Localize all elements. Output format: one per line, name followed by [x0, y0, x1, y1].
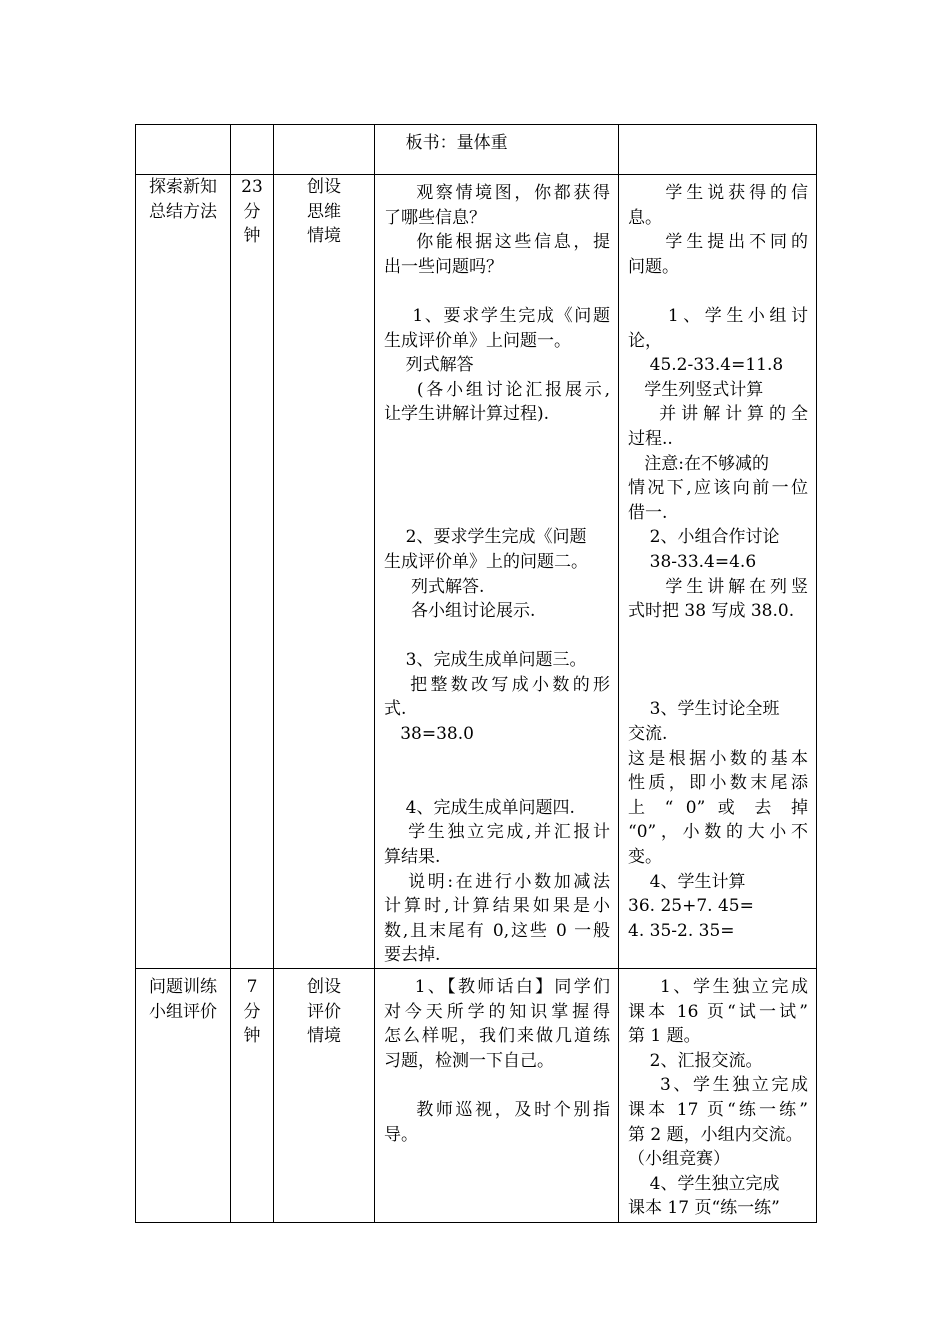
text-line: [628, 648, 808, 673]
stage-label: 总结方法: [149, 201, 217, 222]
text-line: 要去掉.: [384, 945, 441, 966]
text-line: [384, 747, 610, 772]
text-line: 式时把 38 写成 38.0.: [628, 601, 795, 622]
text-line: 生成评价单》上的问题二。: [384, 551, 588, 572]
text-line: 38=38.0: [384, 724, 474, 745]
stage-cell: [136, 175, 231, 969]
table-row: [136, 175, 817, 969]
text-line: 学生提出不同的: [628, 232, 808, 253]
text-line: 性质，即小数末尾添: [628, 773, 808, 794]
text-line: [384, 279, 610, 304]
text-line: 生成评价单》上问题一。: [384, 330, 571, 351]
time-label: 钟: [243, 1026, 261, 1047]
stage-label: 问题训练: [149, 977, 217, 997]
table-row: [136, 125, 817, 175]
text-line: 学生说获得的信: [628, 183, 808, 203]
text-line: 板书：量体重: [384, 133, 508, 153]
text-line: 1、【教师话白】同学们: [384, 977, 610, 997]
text-line: 出一些问题吗？: [384, 256, 503, 277]
text-line: 数,且末尾有 0,这些 0 一般: [384, 920, 610, 941]
stage-label: 小组评价: [149, 1001, 217, 1022]
text-line: 课本 17 页“练一练”: [628, 1099, 808, 1120]
text-line: [384, 452, 610, 477]
text-line: 列式解答.: [384, 576, 485, 597]
cell-content: [619, 175, 816, 943]
text-line: 上 “ 0” 或 去 掉: [628, 797, 808, 818]
text-line: 论，: [628, 330, 662, 351]
text-line: 3、学生独立完成: [628, 1075, 808, 1096]
text-line: 交流.: [628, 724, 668, 745]
text-line: 第 2 题，小组内交流。: [628, 1124, 803, 1145]
text-line: 各小组讨论展示.: [384, 601, 536, 622]
cell-content: [375, 969, 618, 1147]
method-cell: [274, 969, 375, 1223]
text-line: 并讲解计算的全: [628, 404, 808, 425]
text-line: 4、学生独立完成: [628, 1173, 780, 1194]
text-line: 课本 16 页“试一试”: [628, 1001, 808, 1022]
text-line: 教师巡视，及时个别指: [384, 1099, 611, 1120]
text-line: 导。: [384, 1124, 418, 1145]
cell-content: [619, 969, 816, 1221]
text-line: 计算时,计算结果如果是小: [384, 896, 610, 917]
text-line: 算结果.: [384, 847, 441, 868]
method-cell: [274, 125, 375, 175]
table-row: [136, 969, 817, 1223]
text-line: 情况下,应该向前一位: [628, 478, 808, 499]
text-line: 息。: [628, 207, 662, 228]
text-line: 这是根据小数的基本: [628, 748, 808, 769]
text-line: 注意:在不够减的: [628, 453, 769, 474]
student-activity-cell: [619, 125, 817, 175]
text-line: 把整数改写成小数的形: [384, 674, 611, 695]
teacher-activity-cell: [375, 969, 619, 1223]
method-label: 思维: [307, 201, 341, 222]
text-line: 学生列竖式计算: [628, 379, 764, 400]
text-line: 过程..: [628, 428, 673, 449]
text-line: 对今天所学的知识掌握得: [384, 1001, 610, 1022]
stage-label: 探索新知: [149, 177, 217, 197]
stage-cell: [136, 969, 231, 1223]
text-line: 1、学生小组讨: [628, 305, 808, 326]
text-line: 4、学生计算: [628, 871, 746, 892]
cell-content: [375, 125, 618, 156]
text-line: 问题。: [628, 256, 679, 277]
text-line: 45.2-33.4=11.8: [628, 355, 784, 376]
time-label: 分: [243, 1001, 261, 1022]
text-line: 观察情境图，你都获得: [384, 183, 611, 203]
text-line: [384, 624, 610, 649]
method-label: 评价: [307, 1001, 341, 1022]
time-cell: [231, 175, 274, 969]
text-line: [628, 279, 808, 304]
text-line: 36. 25+7. 45=: [628, 896, 754, 917]
text-line: 1、学生独立完成: [628, 977, 808, 997]
text-line: 第 1 题。: [628, 1026, 701, 1047]
time-label: 钟: [243, 226, 261, 247]
lesson-plan-table: [135, 124, 817, 1223]
text-line: [628, 673, 808, 698]
text-line: 38-33.4=4.6: [628, 551, 757, 572]
student-activity-cell: [619, 175, 817, 969]
text-line: (各小组讨论汇报展示,: [384, 379, 610, 400]
time-cell: [231, 125, 274, 175]
method-label: 情境: [307, 226, 341, 247]
teacher-activity-cell: [375, 175, 619, 969]
cell-content: [375, 175, 618, 968]
method-cell: [274, 175, 375, 969]
text-line: 习题，检测一下自己。: [384, 1050, 554, 1071]
text-line: 1、要求学生完成《问题: [384, 305, 610, 326]
text-line: 让学生讲解计算过程).: [384, 404, 550, 425]
text-line: 变。: [628, 847, 662, 868]
text-line: 2、要求学生完成《问题: [384, 527, 587, 548]
method-label: 情境: [307, 1026, 341, 1047]
method-label: 创设: [307, 177, 341, 197]
text-line: 3、学生讨论全班: [628, 699, 780, 720]
text-line: [384, 771, 610, 796]
text-line: [384, 501, 610, 526]
student-activity-cell: [619, 969, 817, 1223]
stage-cell: [136, 125, 231, 175]
text-line: 4、完成生成单问题四.: [384, 797, 575, 818]
text-line: 你能根据这些信息，提: [384, 232, 611, 253]
time-cell: [231, 969, 274, 1223]
text-line: 怎么样呢，我们来做几道练: [384, 1026, 610, 1047]
text-line: 说明:在进行小数加减法: [384, 871, 610, 892]
text-line: 学生讲解在列竖: [628, 576, 808, 597]
text-line: 3、完成生成单问题三。: [384, 650, 587, 671]
method-label: 创设: [307, 977, 341, 997]
text-line: （小组竞赛）: [628, 1149, 730, 1170]
text-line: 2、小组合作讨论: [628, 527, 780, 548]
text-line: 了哪些信息？: [384, 207, 486, 228]
text-line: [384, 476, 610, 501]
teacher-activity-cell: [375, 125, 619, 175]
cell-content: [619, 125, 816, 131]
time-label: 7: [246, 977, 258, 997]
text-line: 列式解答: [384, 355, 474, 376]
text-line: “0”，小数的大小不: [628, 822, 808, 843]
text-line: [384, 427, 610, 452]
time-label: 23: [241, 177, 263, 197]
text-line: 4. 35-2. 35=: [628, 920, 735, 941]
time-label: 分: [243, 201, 261, 222]
text-line: 借一.: [628, 502, 668, 523]
text-line: 学生独立完成,并汇报计: [384, 822, 611, 843]
text-line: 2、汇报交流。: [628, 1050, 763, 1071]
text-line: [384, 1073, 610, 1098]
text-line: [628, 624, 808, 649]
text-line: 式.: [384, 699, 407, 720]
text-line: 课本 17 页“练一练”: [628, 1198, 780, 1219]
